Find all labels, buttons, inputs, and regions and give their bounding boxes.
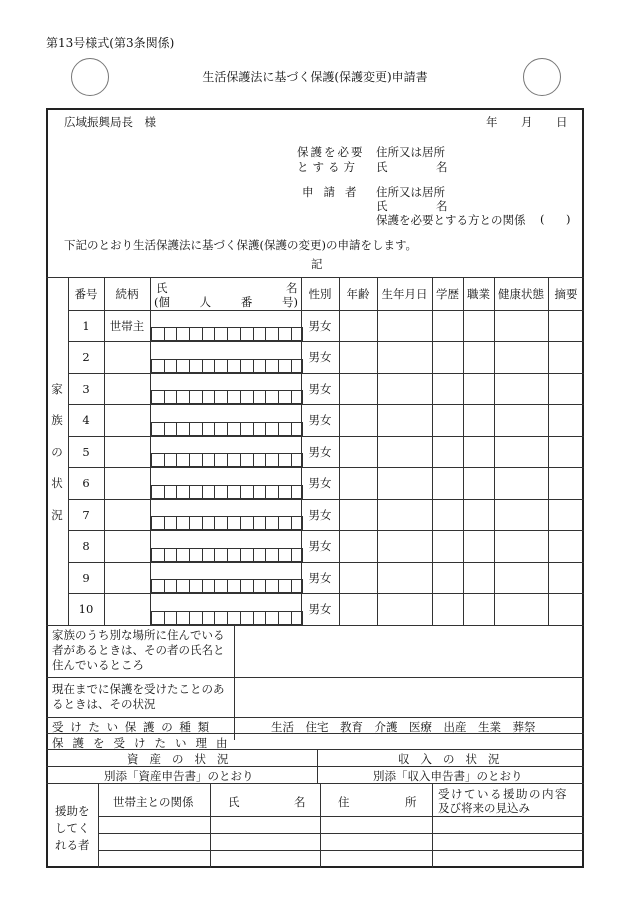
protection-reason-label: 保護を受けたい理由 bbox=[52, 736, 237, 750]
addressee: 広域振興局長 様 bbox=[64, 115, 156, 129]
supporter-relation-header: 世帯主との関係 bbox=[113, 795, 194, 809]
applicant-relation-label: 保護を必要とする方との関係 bbox=[376, 213, 526, 227]
person-in-need-name-label: 氏 bbox=[376, 160, 388, 174]
person-in-need-name-label-2: 名 bbox=[436, 160, 448, 174]
header-number: 番号 bbox=[74, 286, 98, 301]
past-protection-label: 現在までに保護を受けたことのあるときは、その状況 bbox=[52, 682, 225, 711]
person-in-need-label-2: とする方 bbox=[297, 160, 359, 174]
date-year-label: 年 bbox=[486, 115, 498, 129]
header-age: 年齢 bbox=[346, 286, 370, 301]
row-number: 2 bbox=[82, 350, 90, 364]
relation-paren-open: ( bbox=[540, 212, 545, 226]
row-number: 1 bbox=[82, 318, 90, 333]
person-in-need-address-label: 住所又は居所 bbox=[376, 145, 445, 159]
desired-protection-types-label: 受けたい保護の種類 bbox=[52, 720, 216, 734]
assets-status-label: 資産の状況 bbox=[127, 752, 240, 766]
header-sex: 性別 bbox=[308, 286, 332, 301]
header-education: 学歴 bbox=[436, 286, 459, 301]
row-sex[interactable]: 男女 bbox=[308, 539, 332, 553]
header-name-2: 名 bbox=[286, 281, 298, 295]
header-relation: 続柄 bbox=[115, 286, 139, 301]
row-relation: 世帯主 bbox=[109, 318, 145, 333]
applicant-name-label-2: 名 bbox=[436, 199, 448, 213]
row-sex[interactable]: 男女 bbox=[308, 570, 332, 585]
row-number: 10 bbox=[78, 602, 94, 616]
individual-number-boxes[interactable] bbox=[151, 453, 303, 467]
applicant-label: 申請者 bbox=[302, 185, 367, 199]
header-name-1: 氏 bbox=[156, 281, 168, 295]
desired-protection-types-options[interactable]: 生活 住宅 教育 介護 医療 出産 生業 葬祭 bbox=[271, 720, 536, 734]
row-number: 8 bbox=[82, 539, 90, 553]
header-health: 健康状態 bbox=[498, 286, 544, 301]
document-title: 生活保護法に基づく保護(保護変更)申請書 bbox=[202, 70, 428, 84]
row-sex[interactable]: 男女 bbox=[308, 476, 332, 490]
individual-number-boxes[interactable] bbox=[151, 390, 303, 404]
income-reference: 別添「収入申告書」のとおり bbox=[373, 769, 523, 783]
row-sex[interactable]: 男女 bbox=[308, 318, 332, 333]
row-number: 4 bbox=[82, 413, 90, 427]
row-sex[interactable]: 男女 bbox=[308, 507, 332, 522]
separate-residence-label: 家族のうち別な場所に住んでいる者があるときは、その者の氏名と住んでいるところ bbox=[52, 628, 225, 672]
individual-number-boxes[interactable] bbox=[151, 485, 303, 499]
row-sex[interactable]: 男女 bbox=[308, 444, 332, 459]
family-status-side-label: 家 族 の 状 況 bbox=[51, 381, 63, 522]
relation-paren-close: ) bbox=[566, 212, 571, 226]
header-individual-number: (個 人 番 号) bbox=[154, 295, 298, 309]
row-sex[interactable]: 男女 bbox=[308, 381, 332, 396]
individual-number-boxes[interactable] bbox=[151, 516, 303, 530]
header-occupation: 職業 bbox=[467, 286, 490, 301]
header-birthdate: 生年月日 bbox=[381, 286, 428, 301]
row-number: 3 bbox=[82, 381, 90, 396]
individual-number-boxes[interactable] bbox=[151, 611, 303, 625]
supporter-support-header-2: 及び将来の見込み bbox=[438, 801, 530, 815]
row-number: 7 bbox=[82, 507, 90, 522]
individual-number-boxes[interactable] bbox=[151, 359, 303, 373]
form-number-label: 第13号様式(第3条関係) bbox=[46, 36, 175, 50]
individual-number-boxes[interactable] bbox=[151, 327, 303, 341]
row-number: 6 bbox=[82, 476, 90, 490]
applicant-address-label: 住所又は居所 bbox=[376, 185, 445, 199]
row-sex[interactable]: 男女 bbox=[308, 350, 332, 364]
ki-marker: 記 bbox=[311, 257, 323, 271]
individual-number-boxes[interactable] bbox=[151, 422, 303, 436]
supporter-address-header-2: 所 bbox=[405, 795, 417, 809]
row-number: 9 bbox=[82, 570, 90, 585]
date-month-label: 月 bbox=[521, 115, 533, 129]
row-number: 5 bbox=[82, 444, 90, 459]
income-status-label: 収入の状況 bbox=[398, 752, 511, 766]
assets-reference: 別添「資産申告書」のとおり bbox=[104, 769, 254, 783]
application-statement: 下記のとおり生活保護法に基づく保護(保護の変更)の申請をします。 bbox=[64, 238, 418, 252]
row-sex[interactable]: 男女 bbox=[308, 602, 332, 616]
applicant-name-label: 氏 bbox=[376, 199, 388, 213]
supporter-name-header-2: 名 bbox=[294, 795, 306, 809]
header-remarks: 摘要 bbox=[554, 286, 578, 301]
supporter-name-header-1: 氏 bbox=[228, 795, 240, 809]
person-in-need-label-1: 保護を必要 bbox=[297, 145, 365, 159]
supporter-support-header-1: 受けている援助の内容 bbox=[438, 787, 568, 801]
supporters-side-label: 援助を してく れる者 bbox=[55, 804, 90, 852]
date-day-label: 日 bbox=[556, 115, 568, 129]
row-sex[interactable]: 男女 bbox=[308, 413, 332, 427]
individual-number-boxes[interactable] bbox=[151, 579, 303, 593]
individual-number-boxes[interactable] bbox=[151, 548, 303, 562]
supporter-address-header-1: 住 bbox=[338, 795, 350, 809]
